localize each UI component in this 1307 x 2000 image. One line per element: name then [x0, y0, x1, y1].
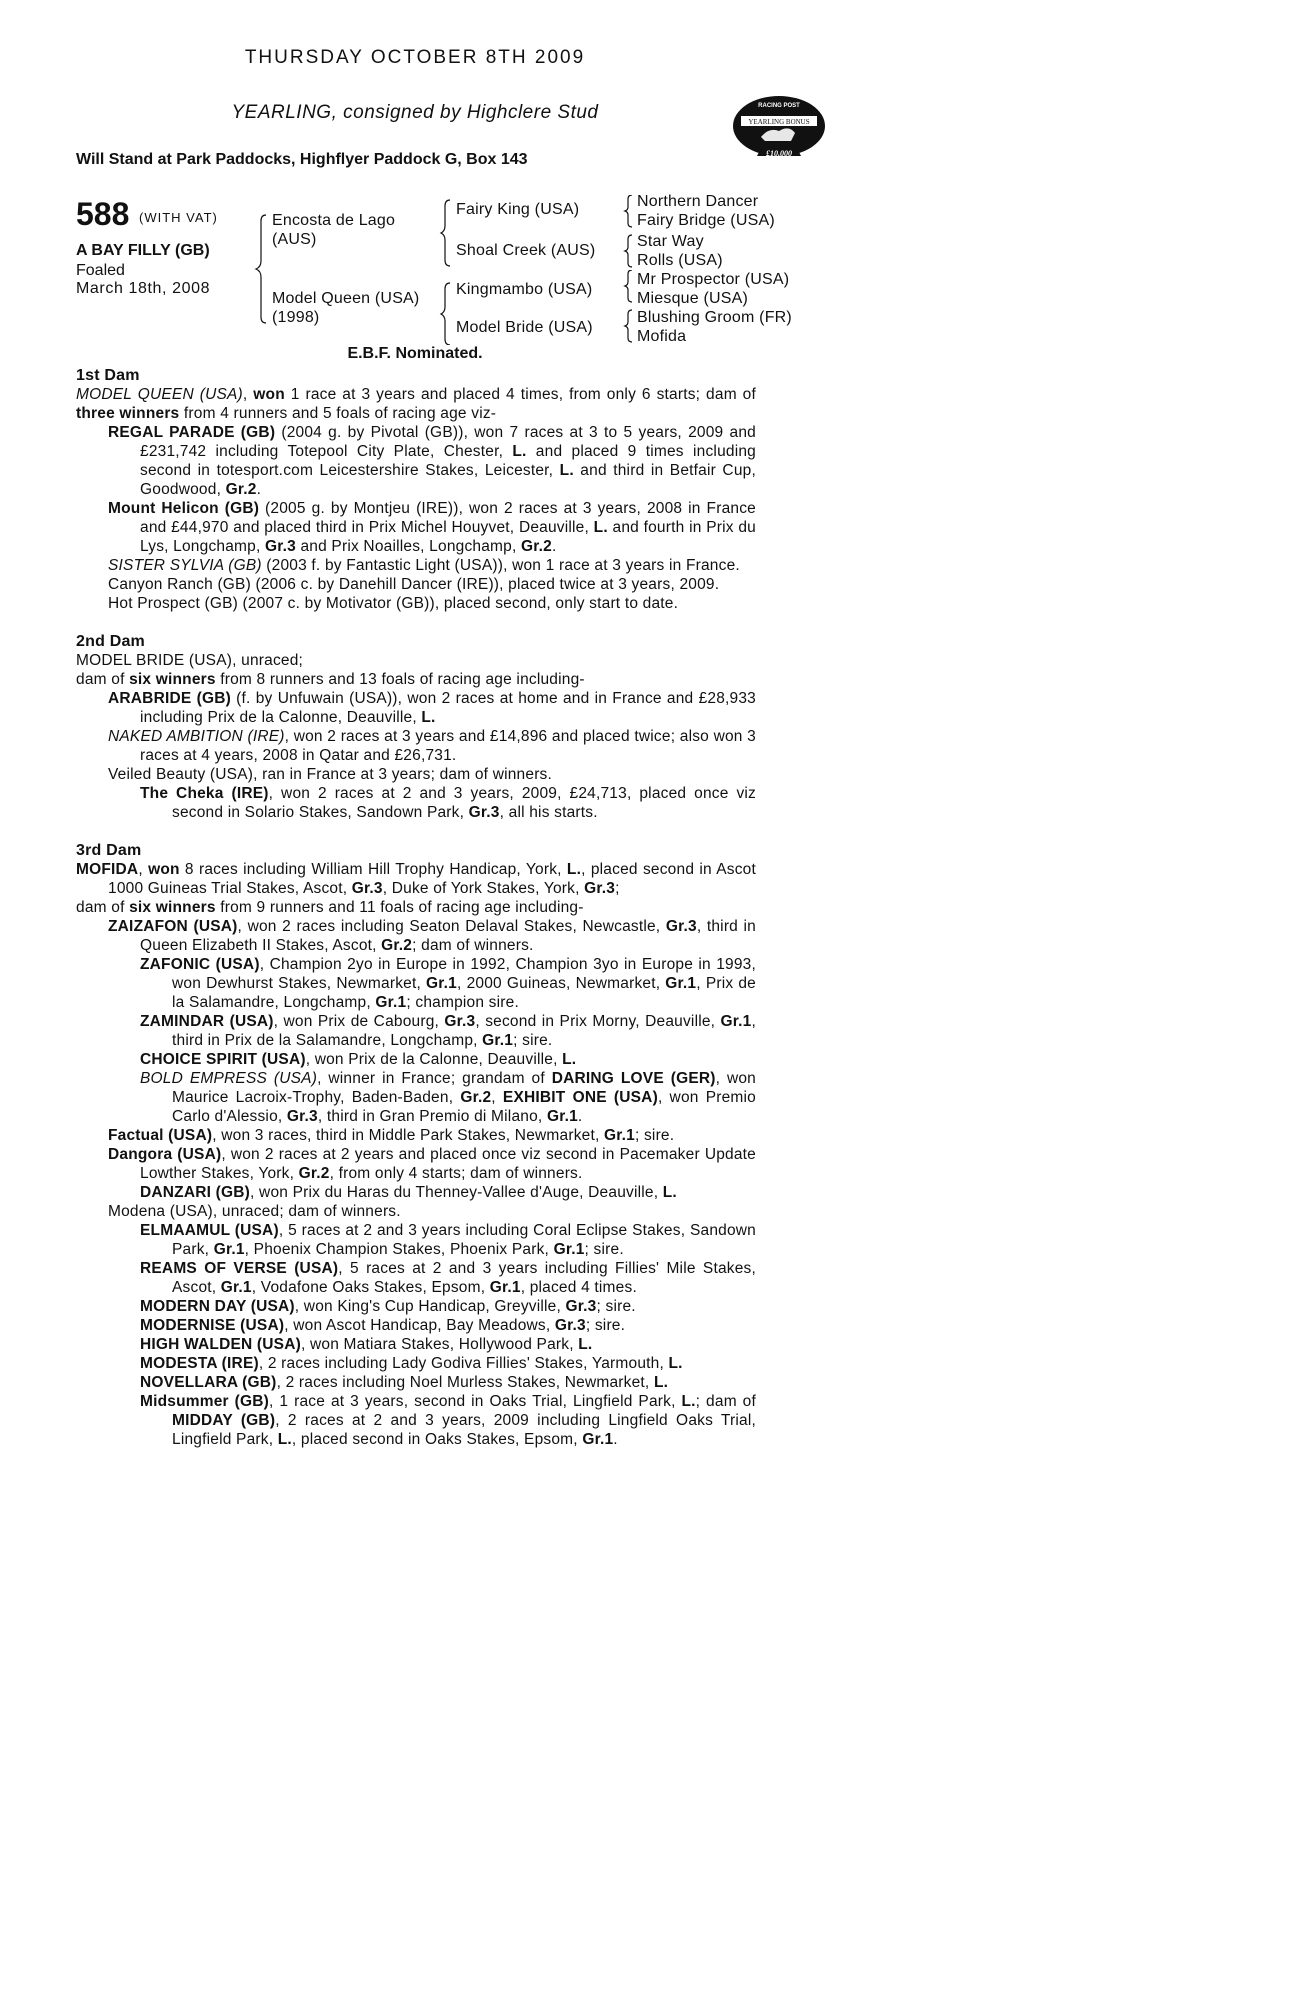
list-item: SISTER SYLVIA (GB) (2003 f. by Fantastic Light (USA)), won 1 race at 3 years in France.: [108, 557, 740, 574]
list-item: MODESTA (IRE), 2 races including Lady Godiva Fillies' Stakes, Yarmouth, L.: [140, 1355, 683, 1372]
grandparent-3: Kingmambo (USA): [456, 281, 593, 298]
list-item: CHOICE SPIRIT (USA), won Prix de la Calonne, Deauville, L.: [140, 1051, 577, 1068]
list-item: Midsummer (GB), 1 race at 3 years, second in Oaks Trial, Lingfield Park, L.; dam of MIDDAY (GB), 2 races at 2 and 3 years, 2009 including Lingfield Oaks Trial, Lingfield Park, L., placed second in Oaks Stakes, Epsom, Gr.1.: [140, 1393, 757, 1448]
section-title-2nd-dam: 2nd Dam: [76, 633, 145, 650]
list-item: ZAMINDAR (USA), won Prix de Cabourg, Gr.3, second in Prix Morny, Deauville, Gr.1, third in Prix de la Salamandre, Longchamp, Gr.1; sire.: [140, 1013, 757, 1049]
list-item: ARABRIDE (GB) (f. by Unfuwain (USA)), won 2 races at home and in France and £28,933 including Prix de la Calonne, Deauville, L.: [108, 690, 756, 726]
section-title-1st-dam: 1st Dam: [76, 367, 140, 384]
foaled-label: Foaled: [76, 262, 125, 279]
dam2-paragraph: MODEL BRIDE (USA), unraced; dam of six winners from 8 runners and 13 foals of racing age including-: [76, 652, 585, 688]
great-grandparent-2: Fairy Bridge (USA): [637, 212, 775, 229]
list-item: BOLD EMPRESS (USA), winner in France; grandam of DARING LOVE (GER), won Maurice Lacroix-Trophy, Baden-Baden, Gr.2, EXHIBIT ONE (USA), won Premio Carlo d'Alessio, Gr.3, third in Gran Premio di Milano, Gr.1.: [140, 1070, 756, 1125]
list-item: REGAL PARADE (GB) (2004 g. by Pivotal (GB)), won 7 races at 3 to 5 years, 2009 and £231,742 including Totepool City Plate, Chester, L. and placed 9 times including second in totesport.com Leicestershire Stakes, Leicester, L. and third in Betfair Cup, Goodwood, Gr.2.: [108, 424, 756, 498]
pedigree-brackets-lower: [615, 270, 635, 350]
list-item: Modena (USA), unraced; dam of winners.: [108, 1203, 401, 1220]
sire-country: (AUS): [272, 231, 317, 248]
list-item: DANZARI (GB), won Prix du Haras du Thenney-Vallee d'Auge, Deauville, L.: [140, 1184, 677, 1201]
list-item: ZAFONIC (USA), Champion 2yo in Europe in 1992, Champion 3yo in Europe in 1993, won Dewhurst Stakes, Newmarket, Gr.1, 2000 Guineas, Newmarket, Gr.1, Prix de la Salamandre, Longchamp, Gr.1; champion sire.: [140, 956, 757, 1011]
lot-number: 588: [76, 196, 130, 232]
great-grandparent-4: Rolls (USA): [637, 252, 723, 269]
foaled-date: March 18th, 2008: [76, 280, 211, 297]
list-item: REAMS OF VERSE (USA), 5 races at 2 and 3 years including Fillies' Mile Stakes, Ascot, Gr.1, Vodafone Oaks Stakes, Epsom, Gr.1, placed 4 times.: [140, 1260, 756, 1296]
great-grandparent-6: Miesque (USA): [637, 290, 749, 307]
dam-year: (1998): [272, 309, 320, 326]
dam3-produce-intro: dam of six winners from 9 runners and 11 foals of racing age including-: [76, 899, 584, 916]
grandparent-4: Model Bride (USA): [456, 319, 593, 336]
great-grandparent-8: Mofida: [637, 328, 687, 345]
list-item: MODERN DAY (USA), won King's Cup Handicap, Greyville, Gr.3; sire.: [140, 1298, 636, 1315]
list-item: Hot Prospect (GB) (2007 c. by Motivator (GB)), placed second, only start to date.: [108, 595, 679, 612]
great-grandparent-1: Northern Dancer: [637, 193, 759, 210]
list-item: Mount Helicon (GB) (2005 g. by Montjeu (IRE)), won 2 races at 3 years, 2008 in France and £44,970 and placed third in Prix Michel Houyvet, Deauville, L. and fourth in Prix du Lys, Longchamp, Gr.3 and Prix Noailles, Longchamp, Gr.2.: [108, 500, 756, 555]
sire-name: Encosta de Lago: [272, 212, 396, 229]
list-item: Factual (USA), won 3 races, third in Middle Park Stakes, Newmarket, Gr.1; sire.: [108, 1127, 675, 1144]
great-grandparent-7: Blushing Groom (FR): [637, 309, 792, 326]
yearling-bonus-badge-icon: [731, 92, 827, 164]
ebf-nomination: E.B.F. Nominated.: [347, 345, 483, 362]
sale-date-header: THURSDAY OCTOBER 8TH 2009: [244, 47, 586, 68]
badge-amount-text: £10,000: [766, 149, 792, 158]
list-item: Veiled Beauty (USA), ran in France at 3 years; dam of winners.: [108, 766, 553, 783]
standing-location: Will Stand at Park Paddocks, Highflyer Paddock G, Box 143: [76, 151, 528, 168]
list-item: The Cheka (IRE), won 2 races at 2 and 3 years, 2009, £24,713, placed once viz second in Solario Stakes, Sandown Park, Gr.3, all his starts.: [140, 785, 756, 821]
list-item: MODERNISE (USA), won Ascot Handicap, Bay Meadows, Gr.3; sire.: [140, 1317, 626, 1334]
badge-middle-text: YEARLING BONUS: [748, 118, 810, 126]
dam3-paragraph: MOFIDA, won 8 races including William Hill Trophy Handicap, York, L., placed second in Ascot 1000 Guineas Trial Stakes, Ascot, Gr.3, Duke of York Stakes, York, Gr.3;: [76, 861, 757, 897]
produce-record: [76, 366, 756, 1449]
section-title-3rd-dam: 3rd Dam: [76, 842, 142, 859]
consignment-line: YEARLING, consigned by Highclere Stud: [231, 102, 599, 123]
list-item: NAKED AMBITION (IRE), won 2 races at 3 years and £14,896 and placed twice; also won 3 races at 4 years, 2008 in Qatar and £26,731.: [108, 728, 756, 764]
dam-name: Model Queen (USA): [272, 290, 420, 307]
horse-name: A BAY FILLY (GB): [76, 242, 210, 259]
list-item: HIGH WALDEN (USA), won Matiara Stakes, Hollywood Park, L.: [140, 1336, 593, 1353]
badge-top-text: RACING POST: [758, 103, 800, 109]
grandparent-1: Fairy King (USA): [456, 201, 580, 218]
list-item: ELMAAMUL (USA), 5 races at 2 and 3 years including Coral Eclipse Stakes, Sandown Park, Gr.1, Phoenix Champion Stakes, Phoenix Park, Gr.1; sire.: [140, 1222, 756, 1258]
grandparent-2: Shoal Creek (AUS): [456, 242, 596, 259]
vat-note: (WITH VAT): [139, 210, 218, 225]
great-grandparent-3: Star Way: [637, 233, 704, 250]
list-item: Dangora (USA), won 2 races at 2 years and placed once viz second in Pacemaker Update Lowther Stakes, York, Gr.2, from only 4 starts; dam of winners.: [108, 1146, 756, 1182]
dam1-paragraph: MODEL QUEEN (USA), won 1 race at 3 years and placed 4 times, from only 6 starts; dam of three winners from 4 runners and 5 foals of racing age viz-: [76, 386, 757, 422]
great-grandparent-5: Mr Prospector (USA): [637, 271, 790, 288]
list-item: NOVELLARA (GB), 2 races including Noel Murless Stakes, Newmarket, L.: [140, 1374, 669, 1391]
list-item: ZAIZAFON (USA), won 2 races including Seaton Delaval Stakes, Newcastle, Gr.3, third in Queen Elizabeth II Stakes, Ascot, Gr.2; dam of winners.: [108, 918, 756, 954]
list-item: Canyon Ranch (GB) (2006 c. by Danehill Dancer (IRE)), placed twice at 3 years, 2009.: [108, 576, 720, 593]
